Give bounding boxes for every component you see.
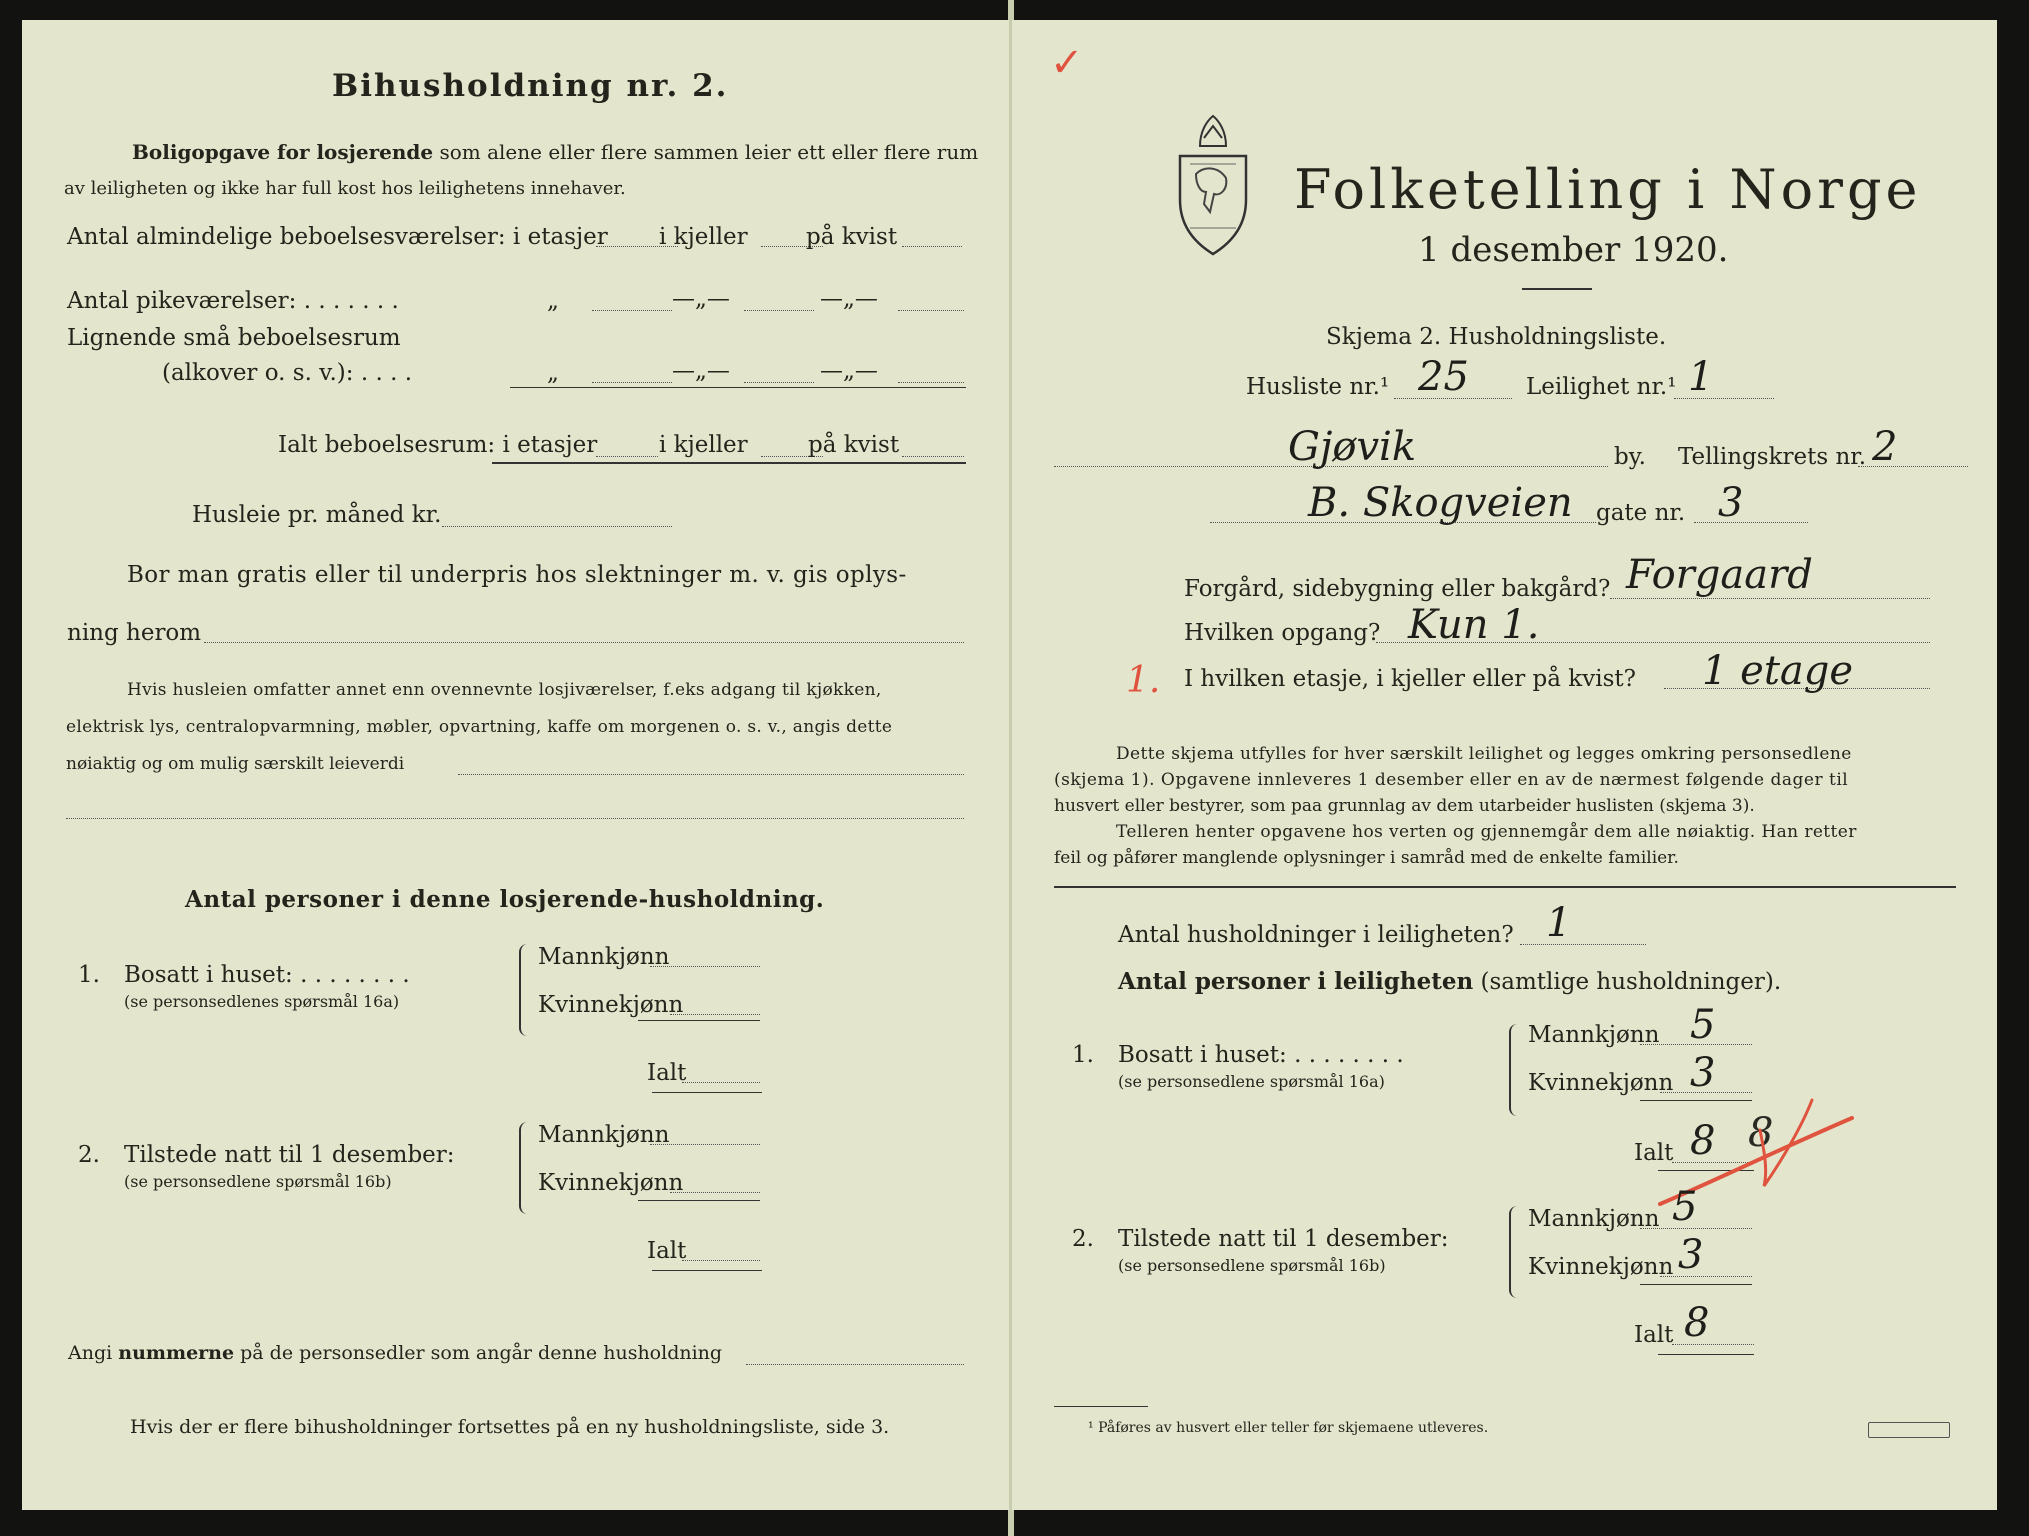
opgang-value[interactable]: Kun 1. [1408, 602, 1540, 648]
by-label: by. [1614, 444, 1646, 470]
q1-mann-field[interactable] [650, 966, 760, 967]
q1-kvinne-field[interactable] [670, 1014, 760, 1015]
r-q1-brace [1509, 1024, 1521, 1116]
r-q1-label: Bosatt i huset: . . . . . . . . [1118, 1042, 1404, 1068]
pike-label: Antal pikeværelser: . . . . . . . [67, 288, 399, 314]
r-q2-mann-value[interactable]: 5 [1672, 1184, 1698, 1230]
gate-label: gate nr. [1596, 500, 1686, 526]
r-q2-kvinne-field[interactable] [1660, 1276, 1752, 1277]
gate-number-value[interactable]: 3 [1718, 480, 1744, 526]
q2-mann-label: Mannkjønn [538, 1122, 670, 1148]
pike-ditto-3: —„— [820, 286, 878, 312]
q2-ialt-field[interactable] [682, 1260, 760, 1261]
opgang-label: Hvilken opgang? [1184, 620, 1381, 646]
r-q2-sub: (se personsedlene spørsmål 16b) [1118, 1256, 1386, 1275]
ialt-kvist-field[interactable] [902, 456, 964, 457]
alkover-ditto-1: „ [547, 360, 559, 386]
leieverdi-field[interactable] [458, 774, 964, 775]
q1-ialt-underline [652, 1092, 762, 1093]
r-q1-mann-value[interactable]: 5 [1690, 1002, 1716, 1048]
kvist-field-1[interactable] [902, 246, 962, 247]
leieverdi-field-2[interactable] [66, 818, 964, 819]
alkover-etasjer-field[interactable] [592, 382, 672, 383]
ialt-label: Ialt beboelsesrum: i etasjer [278, 432, 598, 458]
r-q1-sub: (se personsedlene spørsmål 16a) [1118, 1072, 1385, 1091]
husholdninger-field[interactable] [1520, 944, 1646, 945]
forgard-label: Forgård, sidebygning eller bakgård? [1184, 576, 1611, 602]
r-q2-kvinne-label: Kvinnekjønn [1528, 1254, 1674, 1280]
lignende-label: Lignende små beboelsesrum [67, 325, 401, 351]
etasje-label: I hvilken etasje, i kjeller eller på kvist? [1184, 666, 1636, 692]
r-q1-kvinne-value[interactable]: 3 [1690, 1050, 1716, 1096]
para-line-1: Hvis husleien omfatter annet enn ovennevnte losjiværelser, f.eks adgang til kjøkken, [127, 680, 882, 700]
q2-kvinne-field[interactable] [670, 1192, 760, 1193]
krets-label: Tellingskrets nr. [1678, 444, 1867, 470]
r-q2-kvinne-value[interactable]: 3 [1678, 1232, 1704, 1278]
census-date: 1 desember 1920. [1418, 230, 1729, 270]
printer-stamp [1868, 1422, 1950, 1438]
r-q1-ialt-value[interactable]: 8 [1690, 1118, 1716, 1164]
instr-line-2: (skjema 1). Opgavene innleveres 1 desember eller en av de nærmest følgende dager til [1054, 770, 1849, 790]
right-page [1012, 20, 1997, 1510]
r-q2-ialt-label: Ialt [1634, 1322, 1674, 1348]
husholdninger-value[interactable]: 1 [1546, 900, 1572, 946]
left-page [22, 20, 1009, 1510]
alkover-ditto-2: —„— [672, 358, 730, 384]
footnote: ¹ Påføres av husvert eller teller før skjemaene utleveres. [1088, 1420, 1489, 1436]
angi-field[interactable] [746, 1364, 964, 1365]
q1-sub: (se personsedlenes spørsmål 16a) [124, 992, 400, 1011]
q2-ialt-label: Ialt [647, 1238, 687, 1264]
kjeller-label-1: i kjeller [659, 224, 748, 250]
ialt-underline [492, 462, 966, 464]
alkover-kjeller-field[interactable] [744, 382, 814, 383]
r-q2-brace [1509, 1206, 1521, 1298]
pike-kjeller-field[interactable] [744, 310, 814, 311]
angi-line [68, 1342, 722, 1364]
angi-pre: Angi [68, 1342, 113, 1364]
q2-sum-line [638, 1200, 760, 1201]
husholdninger-label: Antal husholdninger i leiligheten? [1118, 922, 1514, 948]
forgard-value[interactable]: Forgaard [1626, 552, 1813, 598]
norway-coat-of-arms-icon [1170, 108, 1256, 258]
persons-line [1118, 968, 1781, 995]
ning-herom-label: ning herom [67, 620, 202, 646]
husliste-label: Husliste nr.¹ [1246, 374, 1390, 400]
street-value[interactable]: B. Skogveien [1308, 480, 1573, 526]
husliste-value[interactable]: 25 [1418, 354, 1469, 400]
kvist-label-1: på kvist [806, 224, 898, 250]
instr-line-1: Dette skjema utfylles for hver særskilt leilighet og legges omkring personsedlene [1116, 744, 1852, 764]
forgard-field[interactable] [1610, 598, 1930, 599]
pike-ditto-2: —„— [672, 286, 730, 312]
angi-bold: nummerne [118, 1342, 235, 1364]
q2-sub: (se personsedlene spørsmål 16b) [124, 1172, 392, 1191]
instr-line-5: feil og påfører manglende oplysninger i samråd med de enkelte familier. [1054, 848, 1679, 868]
q1-kvinne-label: Kvinnekjønn [538, 992, 684, 1018]
footnote-rule [1054, 1406, 1148, 1407]
q2-brace [519, 1122, 531, 1214]
ialt-etasjer-field[interactable] [596, 456, 658, 457]
r-q2-mann-label: Mannkjønn [1528, 1206, 1660, 1232]
title-rule [1522, 288, 1592, 290]
alkover-label: (alkover o. s. v.): . . . . [162, 360, 413, 386]
r-q1-ialt-struck-value: 8 [1748, 1110, 1774, 1156]
husleie-label: Husleie pr. måned kr. [192, 502, 442, 528]
pike-ditto-1: „ [547, 288, 559, 314]
r-q1-kvinne-label: Kvinnekjønn [1528, 1070, 1674, 1096]
etasje-margin-mark: 1. [1126, 660, 1161, 701]
left-title: Bihusholdning nr. 2. [332, 68, 729, 104]
intro-rest: som alene eller flere sammen leier ett eller flere rum [439, 140, 979, 164]
q2-ialt-underline [652, 1270, 762, 1271]
q1-sum-line [638, 1020, 760, 1021]
main-title: Folketelling i Norge [1294, 158, 1922, 221]
pike-kvist-field[interactable] [898, 310, 964, 311]
para-line-2: elektrisk lys, centralopvarmning, møbler, opvartning, kaffe om morgenen o. s. v., angis dette [66, 717, 893, 737]
alkover-underline [510, 387, 966, 388]
intro-line-1 [132, 140, 978, 164]
q2-mann-field[interactable] [650, 1144, 760, 1145]
persons-bold: Antal personer i leiligheten [1118, 968, 1474, 995]
q2-kvinne-label: Kvinnekjønn [538, 1170, 684, 1196]
persons-heading: Antal personer i denne losjerende-husholdning. [185, 886, 825, 913]
q1-mann-label: Mannkjønn [538, 944, 670, 970]
bor-label: Bor man gratis eller til underpris hos slektninger m. v. gis oplys- [127, 562, 907, 588]
herom-field[interactable] [204, 642, 964, 643]
para-line-3: nøiaktig og om mulig særskilt leieverdi [66, 754, 405, 774]
q1-ialt-label: Ialt [647, 1060, 687, 1086]
leilighet-label: Leilighet nr.¹ [1526, 374, 1677, 400]
r-q2-ialt-underline [1658, 1354, 1754, 1355]
gate-number-field[interactable] [1694, 522, 1808, 523]
alkover-kvist-field[interactable] [898, 382, 964, 383]
kjeller-label-2: i kjeller [659, 432, 748, 458]
angi-rest: på de personsedler som angår denne husholdning [240, 1342, 723, 1364]
r-q1-number: 1. [1072, 1042, 1094, 1068]
r-q2-ialt-value[interactable]: 8 [1684, 1300, 1710, 1346]
left-footer: Hvis der er flere bihusholdninger fortsettes på en ny husholdningsliste, side 3. [130, 1416, 890, 1438]
intro-line-2: av leiligheten og ikke har full kost hos leilighetens innehaver. [64, 178, 626, 199]
krets-value[interactable]: 2 [1872, 424, 1898, 470]
q1-brace [519, 944, 531, 1036]
section-rule [1054, 886, 1956, 888]
r-q2-sum-line [1640, 1284, 1752, 1285]
r-q2-number: 2. [1072, 1226, 1094, 1252]
q1-ialt-field[interactable] [682, 1082, 760, 1083]
r-q2-label: Tilstede natt til 1 desember: [1118, 1226, 1449, 1252]
red-check-mark: ✓ [1050, 40, 1084, 86]
almindelige-label: Antal almindelige beboelsesværelser: i etasjer [67, 224, 608, 250]
r-q1-mann-label: Mannkjønn [1528, 1022, 1660, 1048]
alkover-ditto-3: —„— [820, 358, 878, 384]
etasje-value[interactable]: 1 etage [1702, 648, 1854, 694]
q2-number: 2. [78, 1142, 100, 1168]
city-value[interactable]: Gjøvik [1288, 424, 1417, 470]
kvist-label-2: på kvist [808, 432, 900, 458]
pike-etasjer-field[interactable] [592, 310, 672, 311]
instr-line-4: Telleren henter opgavene hos verten og gjennemgår dem alle nøiaktig. Han retter [1116, 822, 1857, 842]
q1-number: 1. [78, 962, 100, 988]
r-q1-ialt-label: Ialt [1634, 1140, 1674, 1166]
intro-bold: Boligopgave for losjerende [132, 140, 434, 164]
persons-rest: (samtlige husholdninger). [1480, 969, 1782, 995]
husleie-field[interactable] [442, 526, 672, 527]
instr-line-3: husvert eller bestyrer, som paa grunnlag av dem utarbeider huslisten (skjema 3). [1054, 796, 1755, 816]
schema-label: Skjema 2. Husholdningsliste. [1326, 324, 1667, 350]
q1-label: Bosatt i huset: . . . . . . . . [124, 962, 410, 988]
q2-label: Tilstede natt til 1 desember: [124, 1142, 455, 1168]
leilighet-value[interactable]: 1 [1688, 354, 1714, 400]
